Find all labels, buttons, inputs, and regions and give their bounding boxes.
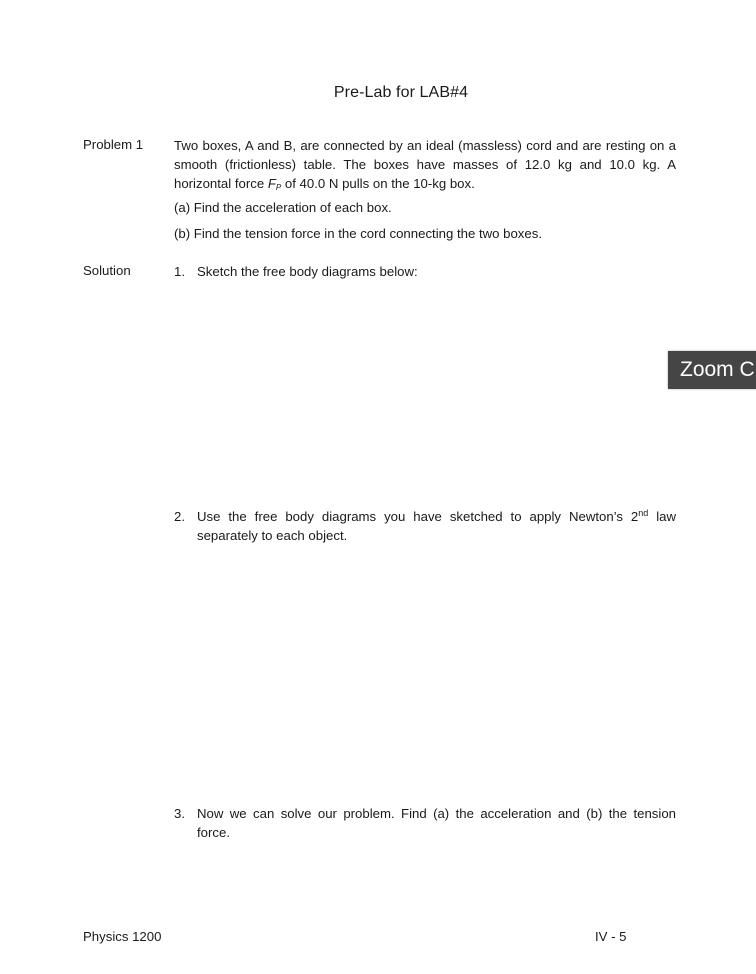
problem-part-b: (b) Find the tension force in the cord connecting the two boxes. bbox=[174, 226, 542, 241]
solution-step-2 bbox=[174, 507, 676, 545]
force-symbol: $F_P$ bbox=[267, 176, 282, 192]
zoom-button[interactable]: Zoom C bbox=[668, 351, 756, 389]
problem-label: Problem 1 bbox=[83, 137, 144, 152]
step-2-text: Use the free body diagrams you have sketched to apply Newton’s 2nd law separately to each object. bbox=[197, 508, 676, 543]
step-2-superscript: nd bbox=[638, 508, 649, 518]
step-2-number: 2. bbox=[174, 509, 185, 524]
footer-course: Physics 1200 bbox=[83, 929, 162, 944]
step-3-number: 3. bbox=[174, 806, 185, 821]
solution-step-3 bbox=[174, 804, 676, 842]
step-3-text: Now we can solve our problem. Find (a) the acceleration and (b) the tension force. bbox=[197, 806, 676, 840]
page-title: Pre-Lab for LAB#4 bbox=[333, 84, 469, 101]
problem-text-after: of 40.0 N pulls on the 10-kg box. bbox=[281, 176, 475, 191]
problem-part-a: (a) Find the acceleration of each box. bbox=[174, 200, 392, 215]
step-1-text: Sketch the free body diagrams below: bbox=[197, 264, 418, 279]
problem-text-before: Two boxes, A and B, are connected by an ideal (massless) cord and are resting on a smooth (frictionless) table. The boxes have masses of 12.0 kg and 10.0 kg. A horizontal force bbox=[174, 138, 676, 191]
footer-page-number: IV - 5 bbox=[595, 929, 627, 944]
step-1-number: 1. bbox=[174, 264, 185, 279]
solution-label: Solution bbox=[83, 263, 131, 278]
problem-statement bbox=[174, 136, 676, 197]
solution-step-1 bbox=[174, 262, 676, 281]
